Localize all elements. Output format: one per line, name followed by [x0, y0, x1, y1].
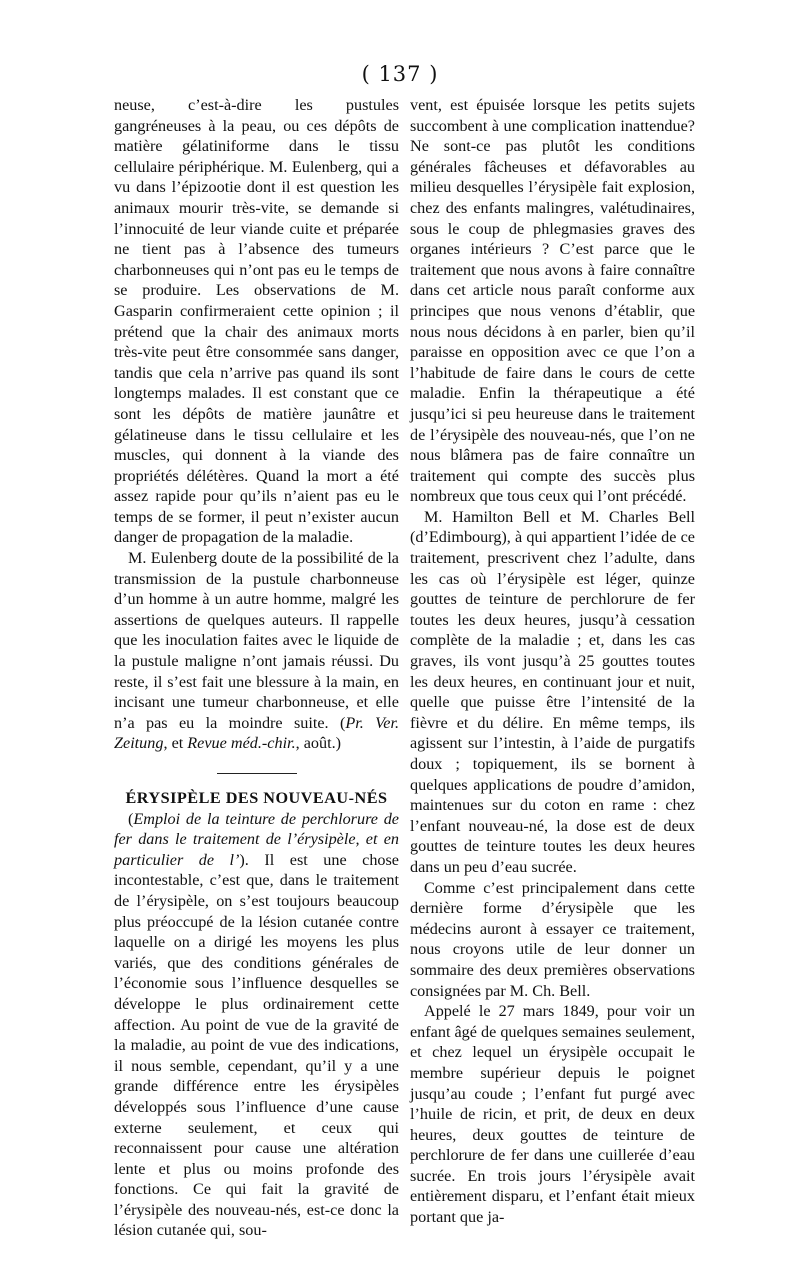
section-subtitle: Emploi de la teinture de perchlorure de fer dans le traitement de l’érysipèle, et en particulier de l’ [114, 809, 399, 869]
left-column [114, 95, 399, 1241]
subtitle-open: ( [128, 809, 134, 828]
citation-source-zeitung: Pr. Ver. Zeitung [114, 713, 399, 753]
section-divider [217, 773, 297, 774]
paragraph-erysipelas-intro [114, 809, 399, 1241]
page-number: ( 137 ) [361, 62, 439, 86]
citation-open: ( [339, 713, 346, 732]
citation-source-revue: Revue méd.-chir. [187, 734, 296, 753]
paragraph-text: M. Eulenberg doute de la possibilité de la transmission de la pustule charbonneuse d’un homme à un autre homme, malgré les assertions de quelques auteurs. Il rappelle que les inoculation faites avec le liquide de la pustule maligne n’ont jamais réussi. Du reste, il s’est fait une blessure à la main, en incisant une tumeur charbonneuse, et elle n’a pas eu la moindre suite. [114, 549, 399, 732]
citation-close: , août.) [295, 734, 342, 753]
paragraph-eulenberg-transmission [114, 548, 399, 754]
paragraph-anthrax-meat: neuse, c’est-à-dire les pustules gangréneuses à la peau, ou ces dépôts de matière gélatiniforme dans le tissu cellulaire périphérique. M. Eulenberg, qui a vu dans l’épizootie dont il est question les animaux mourir très-vite, se demande si l’innocuité de leur viande cuite et préparée ne tient pas à l’absence des tumeurs charbonneuses qui n’ont pas eu le temps de se produire. Les observations de M. Gasparin confirmeraient cette opinion ; il prétend que la chair des animaux morts très-vite peut être consommée sans danger, tandis que cela n’arrive pas quand ils sont longtemps malades. Il est constant que ce sont les dépôts de matière jaunâtre et gélatineuse dans le tissu cellulaire et les muscles, qui donnent à la viande des propriétés délétères. Quand la mort a été assez rapide pour qu’ils n’aient pas eu le temps de se former, il peut n’exister aucun danger de propagation de la maladie. [114, 96, 399, 547]
section-heading: ÉRYSIPÈLE DES NOUVEAU-NÉS [125, 789, 388, 807]
paragraph-bell-treatment: M. Hamilton Bell et M. Charles Bell (d’Edimbourg), à qui appartient l’idée de ce traitement, prescrivent chez l’adulte, dans les cas où l’érysipèle est léger, quinze gouttes de teinture de perchlorure de fer toutes les deux heures, jusqu’à cessation complète de la maladie ; et, dans les cas graves, ils vont jusqu’à 25 gouttes toutes les deux heures, en continuant jour et nuit, quelle que puisse être l’intensité de la fièvre et du délire. En même temps, ils agissent sur l’intestin, à l’aide de purgatifs doux ; topiquement, ils se bornent à quelques applications de poudre d’amidon, maintenues sur du coton en rame : chez l’enfant nouveau-né, la dose est de deux gouttes de teinture toutes les deux heures dans un peu d’eau sucrée. [410, 507, 695, 876]
paragraph-observations-intro: Comme c’est principalement dans cette dernière forme d’érysipèle que les médecins auront à essayer ce traitement, nous croyons utile de leur donner un sommaire des deux premières observations consignées par M. Ch. Bell. [410, 878, 695, 1000]
paragraph-treatment-rationale: vent, est épuisée lorsque les petits sujets succombent à une complication inattendue? Ne sont-ce pas plutôt les conditions générales fâcheuses et défavorables au milieu desquelles l’érysipèle fait explosion, chez des enfants malingres, valétudinaires, sous le coup de phlegmasies graves des organes intérieurs ? C’est parce que le traitement que nous avons à faire connaître dans cet article nous paraît conforme aux principes que nous venons d’établir, que nous nous décidons à en parler, bien qu’il paraisse en opposition avec ce que l’on a l’habitude de faire dans le cours de cette maladie. Enfin la thérapeutique a été jusqu’ici si peu heureuse dans le traitement de l’érysipèle des nouveau-nés, que l’on ne nous blâmera pas de faire connaître un traitement qui compte des succès plus nombreux que tous ceux qui l’ont précédé. [410, 96, 695, 506]
paragraph-first-observation: Appelé le 27 mars 1849, pour voir un enfant âgé de quelques semaines seulement, et chez lequel un érysipèle occupait le membre supérieur depuis le poignet jusqu’au coude ; l’enfant fut purgé avec l’huile de ricin, et prit, de deux en deux heures, deux gouttes de teinture de perchlorure de fer dans une cuillerée d’eau sucrée. En trois jours l’érysipèle avait entièrement disparu, et l’enfant était mieux portant que ja- [410, 1002, 695, 1227]
right-column [410, 95, 695, 1228]
paragraph-text: ). Il est une chose incontestable, c’est que, dans le traitement de l’érysipèle, on s’est toujours beaucoup plus préoccupé de la lésion cutanée contre laquelle on a dirigé les moyens les plus variés, que des conditions générales de l’économie sous l’influence desquelles se développe le plus ordinairement cette affection. Au point de vue de la gravité de la maladie, au point de vue des indications, il nous semble, cependant, qu’il y a une grande différence entre les érysipèles développés sous l’influence d’une cause externe seulement, et ceux qui reconnaissent pour cause une altération lente et plus ou moins profonde des fonctions. Ce qui fait la gravité de l’érysipèle des nouveau-nés, est-ce donc la lésion cutanée qui, sou- [114, 850, 399, 1240]
citation-and: , et [163, 734, 188, 753]
